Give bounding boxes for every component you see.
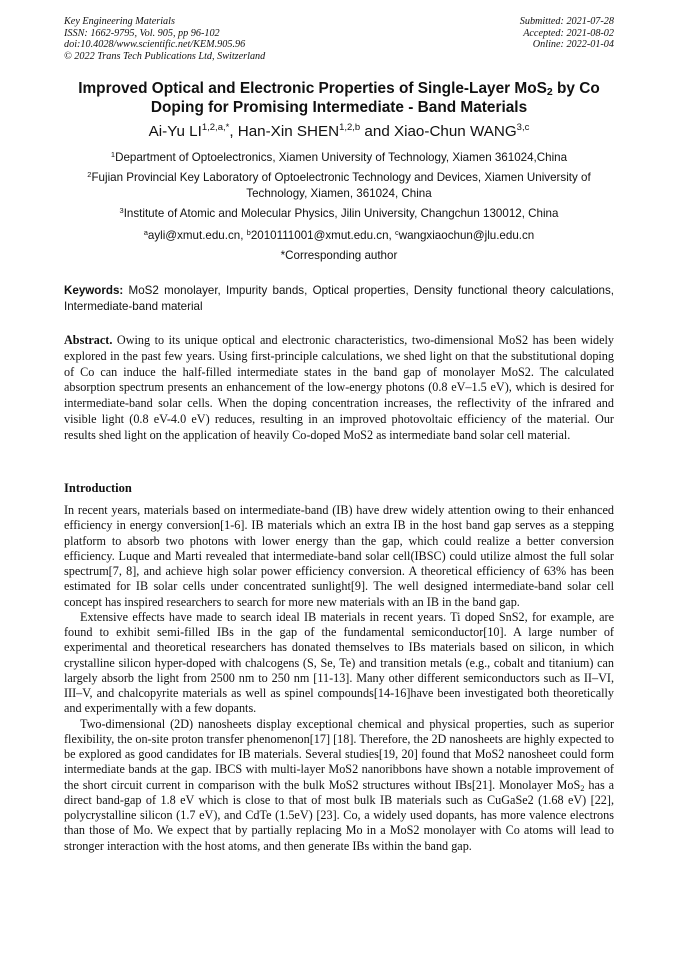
copyright-notice: © 2022 Trans Tech Publications Ltd, Switzerland [64, 50, 266, 62]
affiliation-text: Fujian Provincial Key Laboratory of Optoelectronic Technology and Devices, Xiamen University of Technology, Xiamen, 361024, China [91, 171, 591, 200]
keywords-label: Keywords: [64, 284, 124, 297]
issn-volume: ISSN: 1662-9795, Vol. 905, pp 96-102 [64, 27, 220, 39]
author-affiliation-marker: 1,2,a,* [201, 122, 230, 133]
email-marker: c [394, 228, 399, 237]
abstract [64, 333, 614, 444]
author-affiliation-marker: 1,2,b [339, 122, 361, 133]
subscript: 2 [580, 782, 585, 793]
paragraph-text: has a direct band-gap of 1.8 eV which is close to that of most bulk IB materials such as CuGaSe2 (1.68 eV) [22], polycrystalline silicon (1.7 eV), and CdTe (1.5eV) [23]. Co, a widely used dopants, has more valence electrons than those of Mo. We expect that by partially replacing Mo in a MoS2 monolayer with Co atoms will lead to stronger interaction with the host atoms, and then generate IBs within the band gap. [64, 777, 615, 853]
title-subscript: 2 [546, 86, 553, 98]
affiliation-2 [60, 170, 618, 201]
section-heading-introduction: Introduction [64, 481, 132, 495]
email-marker: a [143, 228, 148, 237]
abstract-label: Abstract. [64, 333, 113, 347]
affiliation-3 [60, 206, 618, 222]
journal-header-left [64, 16, 265, 62]
email-marker: b [246, 228, 251, 237]
paragraph: Extensive effects have made to search ideal IB materials in recent years. Ti doped SnS2, for example, are found to exhibit semi-filled IBs in the gap of the fundamental semiconductor[10]. A large number of experimental and theoretical researchers has donated themselves to IBs materials based on silicon, in which crystalline silicon hyper-doped with chalcogens (S, Se, Te) and transition metals (e.g., cobalt and titanium) can largely absorb the light from 2500 nm to 250 nm [11-13]. Many other different semiconductors such as II–VI, III–V, and chalcopyrite materials as well as spinel compounds[14-16]have been investigated both theoretically and experimentally with a few dopants. [64, 609, 614, 716]
submitted-date: Submitted: 2021-07-28 [519, 16, 614, 27]
email-link[interactable]: wangxiaochun@jlu.edu.cn [398, 229, 535, 242]
affiliation-text: Department of Optoelectronics, Xiamen University of Technology, Xiamen 361024,China [115, 151, 568, 164]
journal-header-right [520, 16, 614, 51]
introduction-body [64, 503, 614, 854]
affiliation-marker: 2 [87, 170, 92, 179]
keywords-text: MoS2 monolayer, Impurity bands, Optical properties, Density functional theory calculations, Intermediate-band material [64, 284, 614, 313]
title-part-2: by Co Doping for Promising Intermediate - Band Materials [150, 80, 600, 116]
affiliation-marker: 3 [119, 206, 124, 215]
author-separator: , [229, 123, 238, 140]
email-link[interactable]: ayli@xmut.edu.cn, [147, 229, 247, 242]
corresponding-author-note: *Corresponding author [280, 249, 398, 262]
author-name: Xiao-Chun WANG [393, 123, 517, 140]
title-part-1: Improved Optical and Electronic Properties of Single-Layer MoS [78, 80, 547, 97]
paper-title [50, 79, 628, 117]
keywords [64, 283, 614, 314]
author-name: Han-Xin SHEN [237, 123, 340, 140]
abstract-text: Owing to its unique optical and electronic characteristics, two-dimensional MoS2 has been widely explored in the past few years. Using first-principle calculations, we shed light on that the substitutional doping of Co can induce the half-filled intermediate states in the band gap of monolayer MoS2. The calculated absorption spectrum presents an enhancement of the low-energy photons (0.8 eV–1.5 eV), which is desired for intermediate-band solar cells. When the doping concentration increases, the reflectivity of the infrared and visible light (0.8 eV-4.0 eV) reduces, resulting in an improved photovoltaic efficiency of the material. Our results shed light on the application of heavily Co-doped MoS2 as intermediate band solar cell material. [64, 333, 614, 442]
author-separator: and [360, 123, 394, 140]
paragraph [64, 717, 614, 854]
affiliation-text: Institute of Atomic and Molecular Physics, Jilin University, Changchun 130012, China [123, 207, 559, 220]
affiliation-marker: 1 [110, 150, 116, 159]
author-name: Ai-Yu LI [148, 123, 202, 140]
paragraph: In recent years, materials based on intermediate-band (IB) have drew widely attention owing to their enhanced efficiency in energy conversion[1-6]. IB materials which an extra IB in the host band gap serves as a stepping platform to absorb two photons with lower energy than the gap, which could realize a better conversion efficiency. Luque and Marti revealed that intermediate-band solar cell(IBSC) could utilize almost the full solar spectrum[7, 8], and achieve high solar power efficiency conversion. A theoretical efficiency of 63% has been estimated for IB solar cells under concentrated sunlight[9]. The well designed intermediate-band solar cell concept has inspired researchers to search for more new materials with an IB in the band gap. [64, 503, 614, 609]
author-affiliation-marker: 3,c [516, 122, 530, 133]
doi-link[interactable]: doi:10.4028/www.scientific.net/KEM.905.96 [64, 39, 246, 51]
affiliation-1 [60, 150, 618, 166]
accepted-date: Accepted: 2021-08-02 [523, 27, 614, 39]
paragraph-text: Two-dimensional (2D) nanosheets display exceptional chemical and physical properties, such as superior flexibility, the on-site proton transfer phenomenon[17] [18]. Therefore, the 2D nanosheets are highly expected to be explored as good candidates for IB materials. Several studies[19, 20] found that MoS2 nanosheet could form intermediate bands at the gap. IBCS with multi-layer MoS2 nanoribbons have shown a notable improvement of the short circuit current in comparison with the bulk MoS2 structures without IBs[21]. Monolayer MoS [64, 716, 614, 792]
author-emails [60, 228, 618, 244]
online-date: Online: 2022-01-04 [532, 39, 614, 51]
journal-name: Key Engineering Materials [64, 16, 175, 27]
email-link[interactable]: 2010111001@xmut.edu.cn, [250, 229, 395, 242]
author-list [50, 122, 628, 142]
